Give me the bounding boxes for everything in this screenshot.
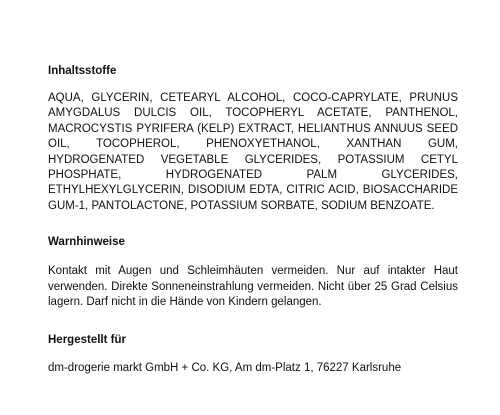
- manufacturer-address: dm-drogerie markt GmbH + Co. KG, Am dm-Platz 1, 76227 Karlsruhe: [48, 362, 402, 375]
- ingredients-list: AQUA, GLYCERIN, CETEARYL ALCOHOL, COCO-CAPRYLATE, PRUNUS AMYGDALUS DULCIS OIL, TOCOPHERYL ACETATE, PANTHENOL, MACROCYSTIS PYRIFERA (KELP) EXTRACT, HELIANTHUS ANNUUS SEED OIL, TOCOPHEROL, PHENOXYETHANOL, XANTHAN GUM, HYDROGENATED VEGETABLE GLYCERIDES, POTASSIUM CETYL PHOSPHATE, HYDROGENATED PALM GLYCERIDES, ETHYLHEXYLGLYCERIN, DISODIUM EDTA, CITRIC ACID, BIOSACCHARIDE GUM-1, PANTOLACTONE, POTASSIUM SORBATE, SODIUM BENZOATE.: [48, 92, 458, 212]
- warnings-section: [48, 234, 458, 310]
- section-spacer: [48, 310, 458, 332]
- ingredients-heading: Inhaltsstoffe: [48, 65, 117, 77]
- manufacturer-heading: Hergestellt für: [48, 334, 126, 347]
- section-spacer: [48, 214, 458, 234]
- warnings-text: Kontakt mit Augen und Schleimhäuten vermeiden. Nur auf intakter Haut verwenden. Direkte Sonneneinstrahlung vermeiden. Nicht über 25 Grad Celsius lagern. Darf nicht in die Hände von Kindern gelangen.: [48, 265, 458, 309]
- manufacturer-section: [48, 332, 458, 376]
- ingredients-section: [48, 63, 458, 214]
- warnings-heading: Warnhinweise: [48, 236, 125, 249]
